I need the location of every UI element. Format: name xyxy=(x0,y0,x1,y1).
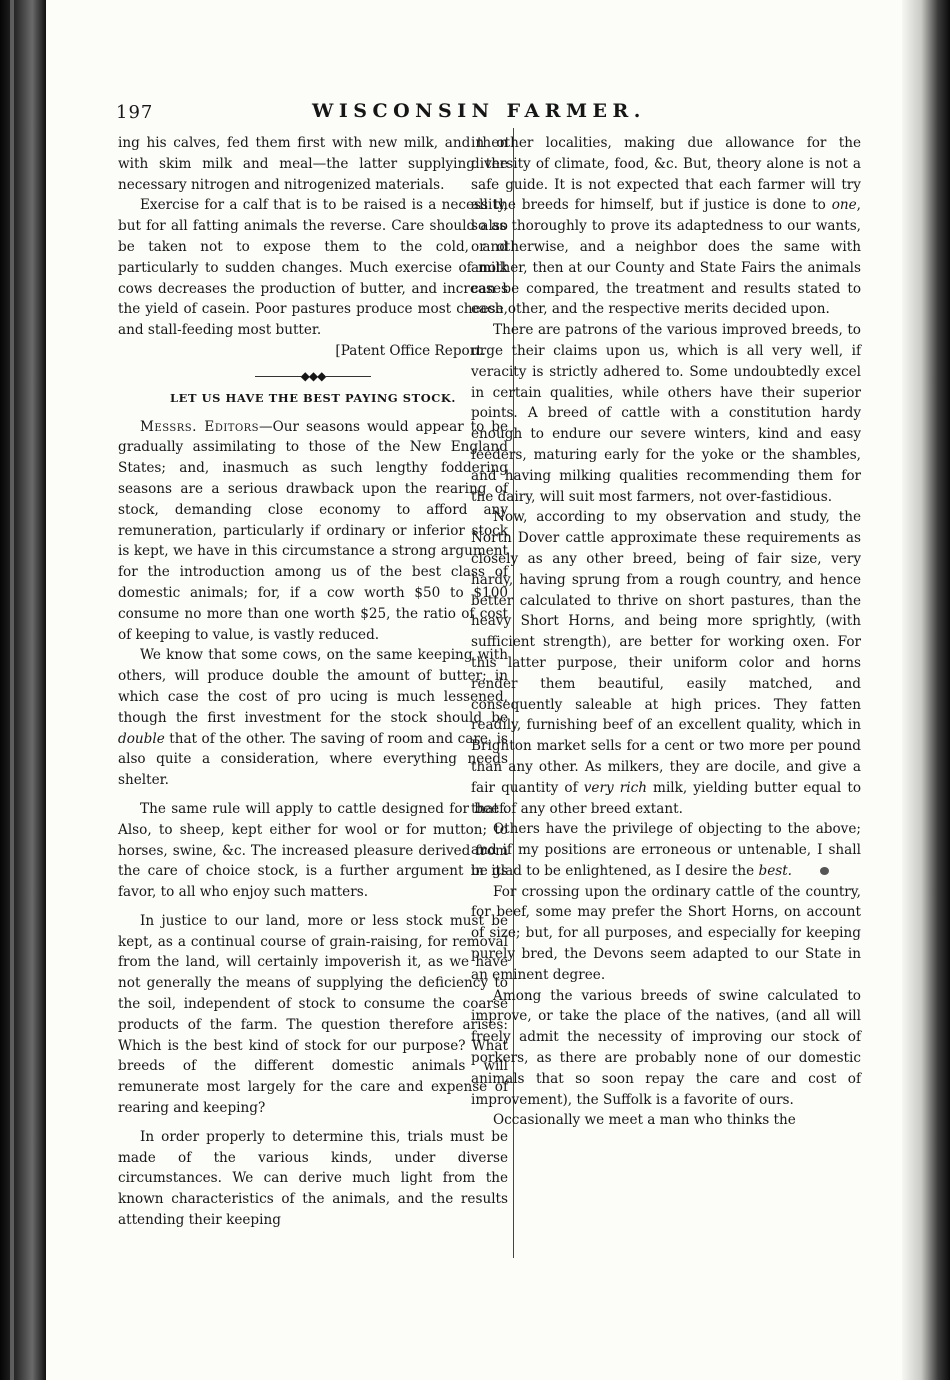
paragraph-text: Now, according to my observation and study, the North Dover cattle approximate these requirements as closely as any other breed, being of fair size, very hardy, having sprung from a rough country, and hence better calculated to thrive on short pastures, than the heavy Short Horns, and being more sprightly, (with sufficient strength), are better for working oxen. For this latter purpose, their uniform color and horns render them beautiful, easily matched, and consequently saleable at high prices. They fatten readily, furnishing beef of an excellent quality, which in Brighton market sells for a cent or two more per pound than any other. As milkers, they are docile, and give a fair quantity of xyxy=(471,509,861,796)
paragraph-text: We know that some cows, on the same keeping with others, will produce double the amount of butter; in which case the cost of pro ucing is much lessened, though the first investment for the stock should be xyxy=(118,647,508,726)
paragraph xyxy=(471,133,861,320)
paragraph: In justice to our land, more or less stock must be kept, as a continual course of grain-raising, for removal from the land, will certainly impoverish it, as we have not generally the means of supplying the deficiency to the soil, independent of stock to consume the coarse products of the farm. The question therefore arises: Which is the best kind of stock for our purpose? What breeds of the different domestic animals will remunerate most largely for the care and expense of rearing and keeping? xyxy=(118,912,508,1117)
paragraph: In order properly to determine this, trials must be made of the various kinds, under diverse circumstances. We can derive much light from the known characteristics of the animals, and the results attending their keeping xyxy=(118,1128,508,1229)
running-header xyxy=(116,100,871,124)
paragraph: Exercise for a calf that is to be raised is a necessity, but for all fatting animals the reverse. Care should also be taken not to expose them to the cold, and particularly to sudden changes. Much exercise of milk cows decreases the production of butter, and increases the yield of casein. Poor pastures produce most cheese, and stall-feeding most butter. xyxy=(118,197,508,339)
source-credit: [Patent Office Report. xyxy=(335,342,486,359)
paragraph xyxy=(118,417,508,646)
emphasis: one xyxy=(831,197,857,214)
journal-title: WISCONSIN FARMER. xyxy=(312,100,646,122)
salutation: Messrs. Editors xyxy=(140,418,260,435)
emphasis: double xyxy=(118,730,165,747)
paragraph-text: Others have the privilege of objecting to the above; and if my positions are erroneous or untenable, I shall be glad to be enlightened, as I desire the xyxy=(471,821,861,879)
book-binding-edge xyxy=(0,0,46,1380)
emphasis: best. xyxy=(758,862,793,879)
paragraph: Among the various breeds of swine calculated to improve, or take the place of the natives, (and all will freely admit the necessity of improving our stock of porkers, as there are probably none of our domestic animals that so soon repay the care and cost of improvement), the Suffolk is a favorite of ours. xyxy=(471,987,861,1108)
section-ornament xyxy=(118,368,508,384)
paragraph-text: milk, yielding butter equal to that of any other breed extant. xyxy=(471,779,862,817)
paragraph-text: —Our seasons would appear to be gradually assimilating to those of the New England States; and, inasmuch as such lengthy foddering seasons are a serious drawback upon the rearing of stock, demanding close economy to afford any remuneration, particularly if ordinary or inferior stock is kept, we have in this circumstance a strong argument for the introduction among us of the best class of domestic animals; for, if a cow worth $50 to $100 consume no more than one worth $25, the ratio of cost of keeping to value, is vastly reduced. xyxy=(118,418,508,643)
paragraph: ing his calves, fed them first with new milk, and then with skim milk and meal—the latter supplying the necessary nitrogen and nitrogenized materials. xyxy=(118,135,508,193)
paragraph xyxy=(471,507,861,819)
paragraph: There are patrons of the various improved breeds, to urge their claims upon us, which is all very well, if veracity is strictly adhered to. Some undoubtedly excel in certain qualities, while others have their superior points. A breed of cattle with a constitution hardy enough to endure our severe winters, kind and easy feeders, maturing early for the yoke or the shambles, and having milking qualities recommending them for the dairy, will suit most farmers, not over-fastidious. xyxy=(471,322,861,505)
paragraph-text: in other localities, making due allowance for the diversity of climate, food, &c. But, theory alone is not a safe guide. It is not expected that each farmer will try all the breeds for himself, but if justice is done to xyxy=(471,135,861,214)
paragraph: For crossing upon the ordinary cattle of the country, for beef, some may prefer the Short Horns, on account of size; but, for all purposes, and especially for keeping purely bred, the Devons seem adapted to our State in an eminent degree. xyxy=(471,883,861,983)
ornament-diamonds: ◆◆◆ xyxy=(300,368,326,383)
article-headline: LET US HAVE THE BEST PAYING STOCK. xyxy=(170,390,456,405)
emphasis: very rich xyxy=(583,779,647,796)
page-number: 197 xyxy=(116,102,154,123)
book-page xyxy=(46,0,902,1380)
left-column xyxy=(118,133,508,1231)
paragraph-text: that of the other. The saving of room and care, is also quite a consideration, where everything needs shelter. xyxy=(118,730,508,789)
ink-blot xyxy=(820,867,829,875)
paragraph-text: , so as thoroughly to prove its adaptedness to our wants, or otherwise, and a neighbor does the same with another, then at our County and State Fairs the animals can be compared, the treatment and results stated to each other, and the respective merits decided upon. xyxy=(471,197,861,318)
paragraph: Occasionally we meet a man who thinks the xyxy=(493,1112,796,1129)
page-right-edge xyxy=(902,0,950,1380)
right-column xyxy=(471,133,861,1131)
paragraph xyxy=(471,819,861,881)
paragraph: The same rule will apply to cattle designed for beef. Also, to sheep, kept either for wool or for mutton; to horses, swine, &c. The increased pleasure derived from the care of choice stock, is a further argument in its favor, to all who enjoy such matters. xyxy=(118,800,508,901)
paragraph xyxy=(118,645,508,791)
